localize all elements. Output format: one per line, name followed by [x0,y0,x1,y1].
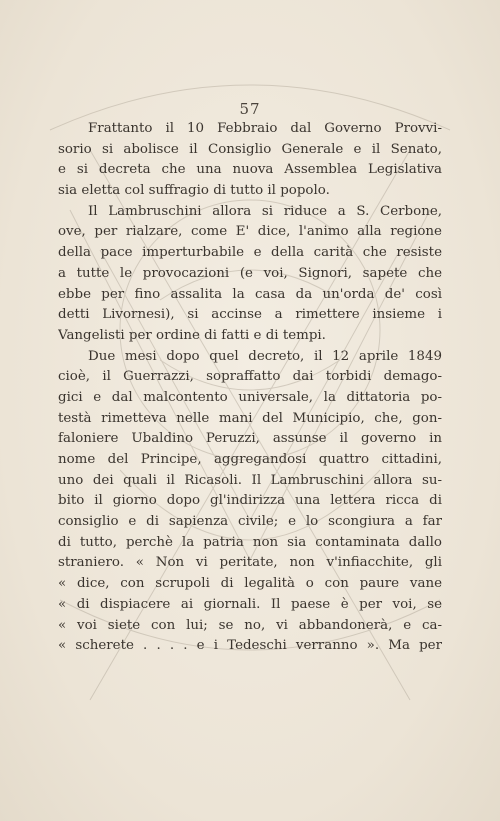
text-line: straniero. « Non vi peritate, non v'infiacchite, gli [58,555,442,571]
text-line: testà rimetteva nelle mani del Municipio, che, gon- [58,410,442,426]
text-line: « di dispiacere ai giornali. Il paese è per voi, se [58,596,442,612]
text-line: bito il giorno dopo gl'indirizza una lettera ricca di [58,493,442,509]
text-line: « dice, con scrupoli di legalità o con paure vane [58,576,442,592]
text-line: Frattanto il 10 Febbraio dal Governo Provvi- [88,121,442,136]
text-line: sia eletta col suffragio di tutto il popolo. [58,183,330,199]
text-line: e si decreta che una nuova Assemblea Legislativa [58,162,442,178]
text-line: « scherete . . . . e i Tedeschi verranno ». Ma per [58,638,442,654]
text-line: detti Livornesi), si accinse a rimettere insieme i [58,307,442,323]
text-line: Due mesi dopo quel decreto, il 12 aprile 1849 [88,348,442,364]
text-line: uno dei quali il Ricasoli. Il Lambruschini allora su- [58,472,442,488]
text-line: Vangelisti per ordine di fatti e di tempi. [58,327,326,343]
text-line: di tutto, perchè la patria non sia contaminata dallo [58,534,442,550]
text-line: Il Lambruschini allora si riduce a S. Cerbone, [88,203,442,219]
text-line: della pace imperturbabile e della carità che resiste [58,245,442,261]
page-number: 57 [239,100,261,118]
text-line: sorio si abolisce il Consiglio Generale e il Senato, [58,141,442,157]
text-line: ebbe per fino assalita la casa da un'orda de' così [58,286,442,302]
text-line: a tutte le provocazioni (e voi, Signori, sapete che [58,265,442,281]
body-text [58,119,442,657]
text-line: ove, per rialzare, come E' dice, l'animo alla regione [58,224,442,240]
text-line: faloniere Ubaldino Peruzzi, assunse il governo in [58,431,442,447]
text-line: consiglio e di sapienza civile; e lo scongiura a far [58,514,442,530]
text-line: « voi siete con lui; se no, vi abbandonerà, e ca- [58,617,442,633]
text-line: gici e dal malcontento universale, la dittatoria po- [58,389,442,405]
text-line: cioè, il Guerrazzi, sopraffatto dai torbidi demago- [58,369,442,385]
text-line: nome del Principe, aggregandosi quattro cittadini, [58,452,442,467]
